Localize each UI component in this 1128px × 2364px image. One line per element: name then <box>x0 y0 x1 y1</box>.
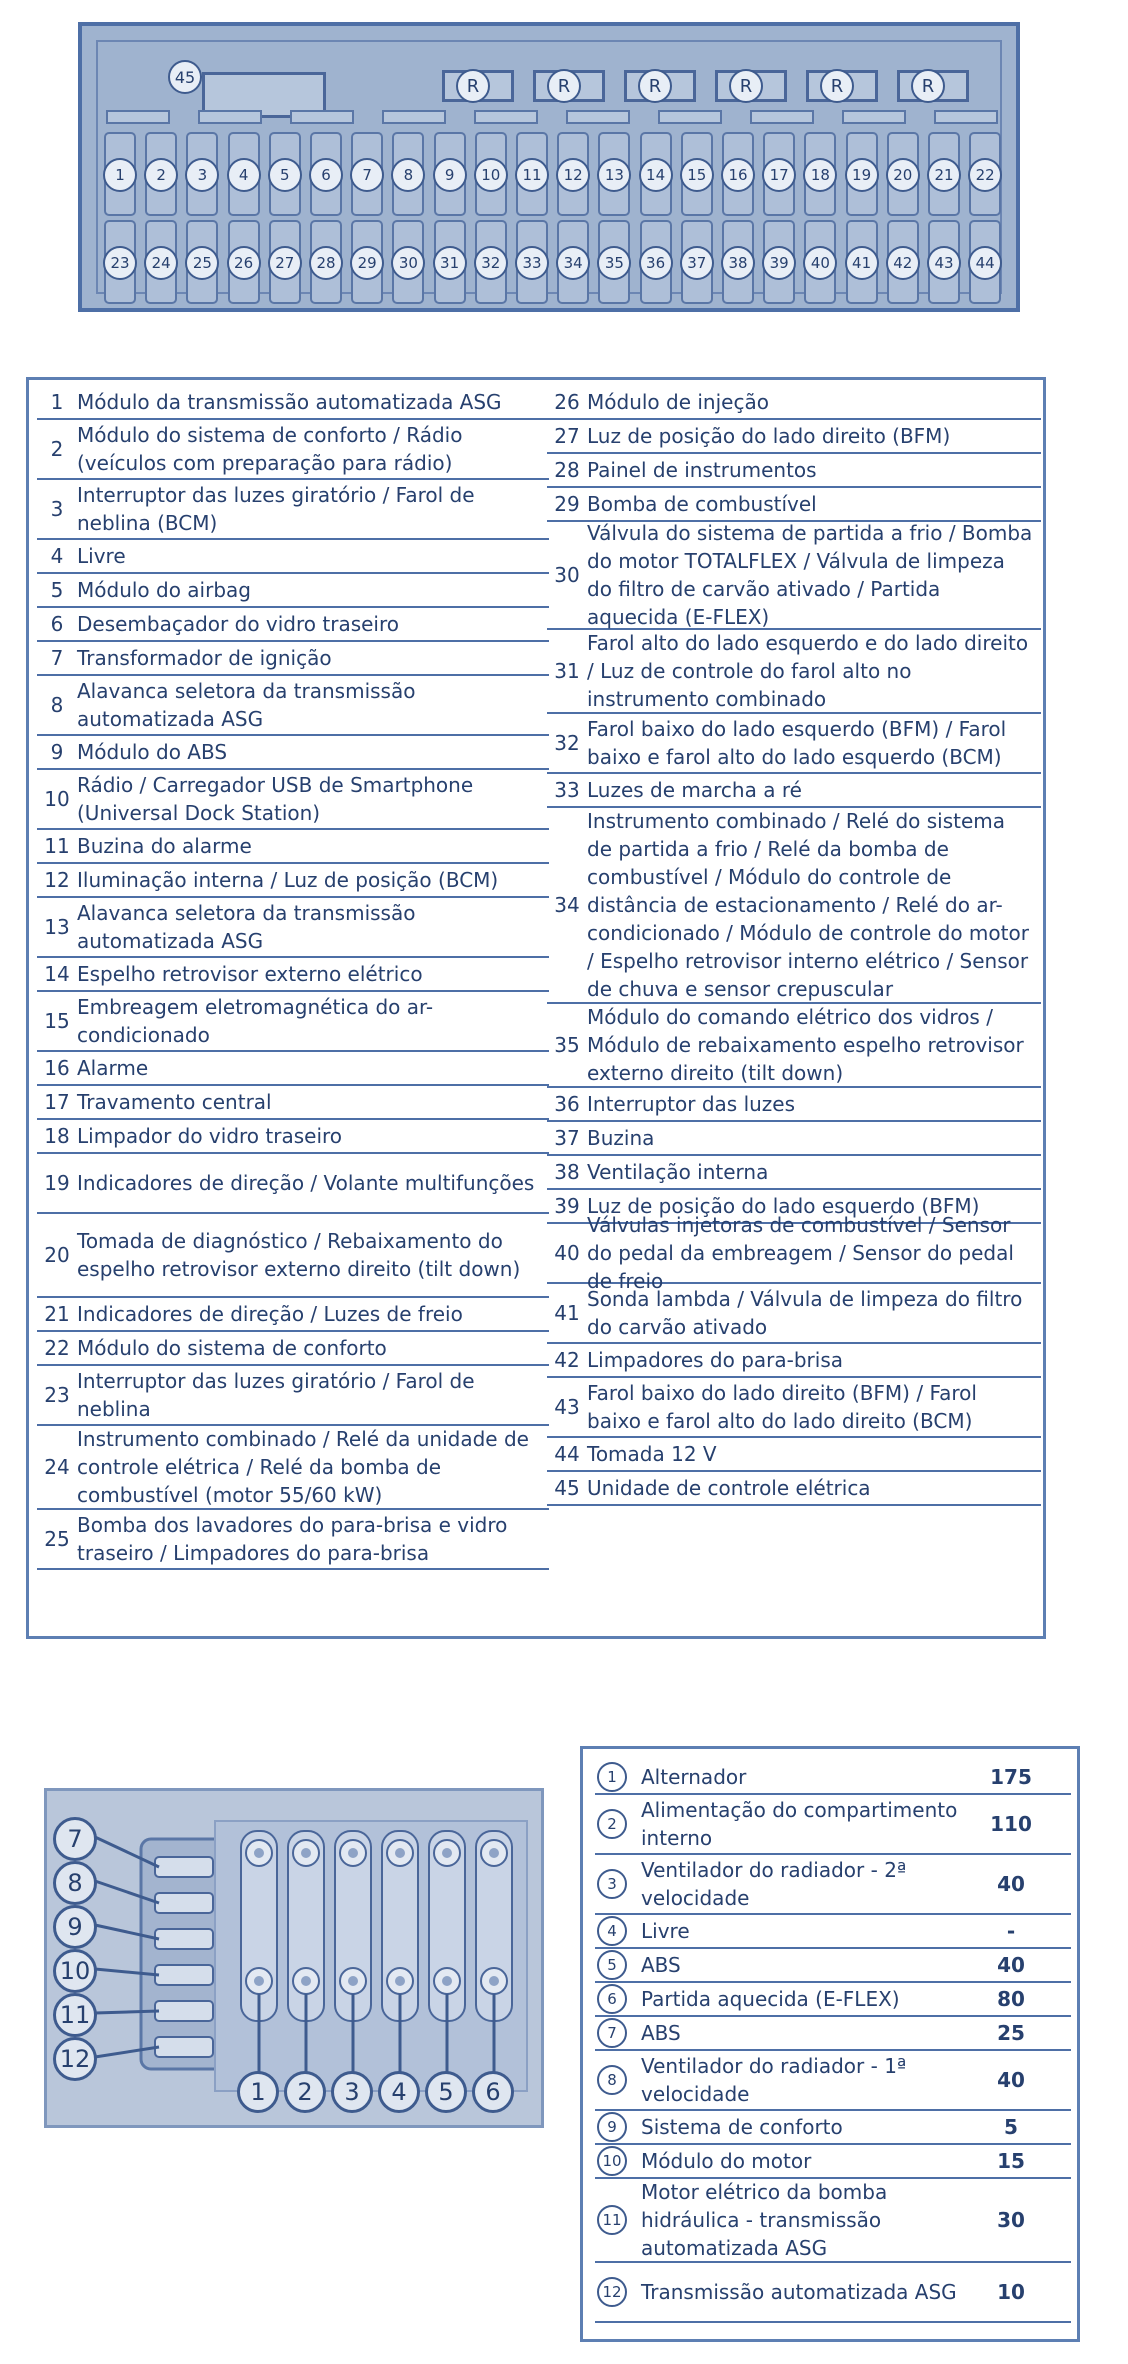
legend-description: Válvulas injetoras de combustível / Sensor do pedal da embreagem / Sensor do pedal de freio <box>587 1213 1014 1293</box>
legend-number: 42 <box>554 1348 580 1372</box>
legend-description: Iluminação interna / Luz de posição (BCM) <box>77 868 499 892</box>
legend-number: 17 <box>44 1090 70 1114</box>
legend-row-16 <box>37 1052 549 1086</box>
legend-number: 28 <box>554 458 580 482</box>
legend-description: Tomada 12 V <box>587 1442 717 1466</box>
legend-description: Sonda lambda / Válvula de limpeza do filtro do carvão ativado <box>587 1287 1023 1339</box>
legend-row-31 <box>547 630 1041 714</box>
amp-rating: 40 <box>997 1872 1025 1896</box>
amp-fuse-description: Alternador <box>641 1765 747 1789</box>
fuse-number-22: 22 <box>968 158 1002 192</box>
legend-row-21 <box>37 1298 549 1332</box>
legend-number: 19 <box>44 1171 70 1195</box>
legend-description: Transformador de ignição <box>77 646 332 670</box>
fuse-row-separator <box>658 110 722 124</box>
amp-fuse-number: 4 <box>597 1916 627 1946</box>
legend-description: Rádio / Carregador USB de Smartphone (Universal Dock Station) <box>77 773 474 825</box>
legend-number: 12 <box>44 868 70 892</box>
large-fuse <box>476 1831 512 2021</box>
amp-rating: 10 <box>997 2280 1025 2304</box>
legend-description: Interruptor das luzes giratório / Farol de neblina (BCM) <box>77 483 475 535</box>
fuse-legend-table <box>26 377 1046 1639</box>
legend-row-26 <box>547 386 1041 420</box>
large-fuse <box>429 1831 465 2021</box>
fuse-number-18: 18 <box>803 158 837 192</box>
legend-row-34 <box>547 808 1041 1004</box>
fuse-number-17: 17 <box>762 158 796 192</box>
legend-number: 33 <box>554 778 580 802</box>
amp-fuse-description: Módulo do motor <box>641 2149 812 2173</box>
amp-fuse-number: 10 <box>597 2146 627 2176</box>
amp-fuse-description: Motor elétrico da bomba hidráulica - transmissão automatizada ASG <box>641 2180 888 2260</box>
legend-description: Módulo do airbag <box>77 578 251 602</box>
legend-number: 10 <box>44 787 70 811</box>
legend-description: Indicadores de direção / Volante multifunções <box>77 1171 535 1195</box>
legend-number: 7 <box>50 646 64 670</box>
legend-number: 29 <box>554 492 580 516</box>
amp-fuse-number: 8 <box>597 2065 627 2095</box>
legend-number: 26 <box>554 390 580 414</box>
legend-row-15 <box>37 992 549 1052</box>
large-fuse <box>288 1831 324 2021</box>
fuse-number-21: 21 <box>927 158 961 192</box>
legend-description: Limpador do vidro traseiro <box>77 1124 343 1148</box>
fuse-row-separator <box>934 110 998 124</box>
legend-description: Módulo do comando elétrico dos vidros / Módulo de rebaixamento espelho retrovisor externo direito (tilt down) <box>587 1005 1024 1085</box>
fuse-number-34: 34 <box>556 246 590 280</box>
diagram-label-4: 4 <box>378 2071 420 2113</box>
relay-label: R <box>456 69 490 103</box>
legend-number: 1 <box>50 390 64 414</box>
fuse-number-30: 30 <box>391 246 425 280</box>
fuse-row-separator <box>290 110 354 124</box>
fuse-number-24: 24 <box>144 246 178 280</box>
engine-fuse-box-diagram <box>44 1788 544 2128</box>
amp-row-12 <box>595 2263 1071 2323</box>
fuse-number-1: 1 <box>103 158 137 192</box>
legend-row-7 <box>37 642 549 676</box>
fuse-row-separator <box>474 110 538 124</box>
amp-rating: 15 <box>997 2149 1025 2173</box>
legend-number: 22 <box>44 1336 70 1360</box>
fuse-number-32: 32 <box>474 246 508 280</box>
fuse-number-38: 38 <box>721 246 755 280</box>
fuse-number-6: 6 <box>309 158 343 192</box>
legend-row-4 <box>37 540 549 574</box>
fuse-number-4: 4 <box>227 158 261 192</box>
amp-rating: 40 <box>997 2068 1025 2092</box>
fuse-number-33: 33 <box>515 246 549 280</box>
amp-fuse-number: 11 <box>597 2205 627 2235</box>
amp-fuse-number: 12 <box>597 2277 627 2307</box>
fuse-number-15: 15 <box>680 158 714 192</box>
fuse-number-44: 44 <box>968 246 1002 280</box>
fuse-number-9: 9 <box>433 158 467 192</box>
legend-number: 21 <box>44 1302 70 1326</box>
legend-description: Alavanca seletora da transmissão automatizada ASG <box>77 679 416 731</box>
diagram-label-5: 5 <box>425 2071 467 2113</box>
legend-description: Instrumento combinado / Relé da unidade de controle elétrica / Relé da bomba de combustível (motor 55/60 kW) <box>77 1427 529 1507</box>
amp-fuse-description: ABS <box>641 2021 681 2045</box>
amp-rating: - <box>1006 1919 1016 1943</box>
amp-fuse-description: Alimentação do compartimento interno <box>641 1798 958 1850</box>
legend-row-8 <box>37 676 549 736</box>
legend-number: 11 <box>44 834 70 858</box>
fuse-number-12: 12 <box>556 158 590 192</box>
legend-description: Válvula do sistema de partida a frio / Bomba do motor TOTALFLEX / Válvula de limpeza do filtro de carvão ativado / Partida aquecida (E-FLEX) <box>587 521 1033 629</box>
legend-number: 36 <box>554 1092 580 1116</box>
legend-row-29 <box>547 488 1041 522</box>
relay-label: R <box>729 69 763 103</box>
fuse-number-2: 2 <box>144 158 178 192</box>
legend-description: Tomada de diagnóstico / Rebaixamento do espelho retrovisor externo direito (tilt down) <box>77 1229 521 1281</box>
legend-number: 37 <box>554 1126 580 1150</box>
legend-row-24 <box>37 1426 549 1510</box>
legend-number: 4 <box>50 544 64 568</box>
legend-description: Farol alto do lado esquerdo e do lado direito / Luz de controle do farol alto no instrumento combinado <box>587 631 1029 711</box>
legend-description: Módulo do ABS <box>77 740 228 764</box>
amp-row-5 <box>595 1949 1071 1983</box>
legend-row-30 <box>547 522 1041 630</box>
legend-number: 16 <box>44 1056 70 1080</box>
legend-description: Farol baixo do lado direito (BFM) / Farol baixo e farol alto do lado direito (BCM) <box>587 1381 977 1433</box>
fuse-number-37: 37 <box>680 246 714 280</box>
amp-fuse-description: Livre <box>641 1919 690 1943</box>
legend-number: 14 <box>44 962 70 986</box>
amp-fuse-description: Ventilador do radiador - 2ª velocidade <box>641 1858 907 1910</box>
fuse-number-3: 3 <box>185 158 219 192</box>
legend-row-11 <box>37 830 549 864</box>
amp-fuse-description: Ventilador do radiador - 1ª velocidade <box>641 2054 907 2106</box>
amperage-table <box>580 1746 1080 2342</box>
fuse-row-separator <box>198 110 262 124</box>
amp-fuse-number: 3 <box>597 1869 627 1899</box>
legend-description: Espelho retrovisor externo elétrico <box>77 962 423 986</box>
fuse-number-29: 29 <box>350 246 384 280</box>
amp-fuse-description: Transmissão automatizada ASG <box>641 2280 957 2304</box>
legend-row-22 <box>37 1332 549 1366</box>
fuse-row-separator <box>382 110 446 124</box>
relay-label: R <box>638 69 672 103</box>
legend-row-18 <box>37 1120 549 1154</box>
fuse-number-26: 26 <box>227 246 261 280</box>
legend-number: 41 <box>554 1301 580 1325</box>
legend-row-6 <box>37 608 549 642</box>
large-fuse <box>241 1831 277 2021</box>
relay-label: R <box>911 69 945 103</box>
legend-number: 8 <box>50 693 64 717</box>
fuse-number-41: 41 <box>845 246 879 280</box>
legend-number: 44 <box>554 1442 580 1466</box>
legend-description: Módulo do sistema de conforto <box>77 1336 387 1360</box>
legend-number: 32 <box>554 731 580 755</box>
legend-description: Indicadores de direção / Luzes de freio <box>77 1302 463 1326</box>
legend-row-17 <box>37 1086 549 1120</box>
legend-number: 39 <box>554 1194 580 1218</box>
fuse-row-separator <box>750 110 814 124</box>
legend-row-36 <box>547 1088 1041 1122</box>
fuse-box-diagram <box>78 22 1020 312</box>
legend-number: 38 <box>554 1160 580 1184</box>
legend-description: Livre <box>77 544 126 568</box>
legend-row-5 <box>37 574 549 608</box>
amp-rating: 30 <box>997 2208 1025 2232</box>
legend-row-14 <box>37 958 549 992</box>
legend-row-32 <box>547 714 1041 774</box>
legend-row-9 <box>37 736 549 770</box>
legend-number: 34 <box>554 893 580 917</box>
legend-row-35 <box>547 1004 1041 1088</box>
legend-row-1 <box>37 386 549 420</box>
amp-row-11 <box>595 2179 1071 2263</box>
legend-description: Buzina do alarme <box>77 834 252 858</box>
legend-number: 5 <box>50 578 64 602</box>
legend-description: Farol baixo do lado esquerdo (BFM) / Farol baixo e farol alto do lado esquerdo (BCM) <box>587 717 1007 769</box>
fuse-number-7: 7 <box>350 158 384 192</box>
legend-number: 18 <box>44 1124 70 1148</box>
fuse-number-19: 19 <box>845 158 879 192</box>
amp-row-3 <box>595 1855 1071 1915</box>
fuse-number-39: 39 <box>762 246 796 280</box>
amp-rating: 175 <box>990 1765 1032 1789</box>
amp-fuse-number: 5 <box>597 1950 627 1980</box>
legend-number: 40 <box>554 1241 580 1265</box>
fuse-number-28: 28 <box>309 246 343 280</box>
amp-row-4 <box>595 1915 1071 1949</box>
legend-description: Interruptor das luzes <box>587 1092 796 1116</box>
fuse-number-11: 11 <box>515 158 549 192</box>
large-fuse <box>335 1831 371 2021</box>
diagram-label-1: 1 <box>237 2071 279 2113</box>
legend-row-3 <box>37 480 549 540</box>
diagram-label-12: 12 <box>53 2037 97 2081</box>
legend-row-37 <box>547 1122 1041 1156</box>
fuse-row-separator <box>842 110 906 124</box>
relay-label: R <box>820 69 854 103</box>
small-fuse <box>155 1965 213 1985</box>
amp-row-2 <box>595 1795 1071 1855</box>
legend-row-19 <box>37 1154 549 1214</box>
fuse-number-36: 36 <box>639 246 673 280</box>
legend-number: 3 <box>50 497 64 521</box>
legend-description: Instrumento combinado / Relé do sistema de partida a frio / Relé da bomba de combustível / Módulo do controle de distância de estacionamento / Relé do ar-condicionado / Módulo de controle do motor / Espelho retrovisor interno elétrico / Sensor de chuva e sensor crepuscular <box>587 809 1029 1001</box>
legend-number: 6 <box>50 612 64 636</box>
legend-description: Luz de posição do lado direito (BFM) <box>587 424 951 448</box>
fuse-number-43: 43 <box>927 246 961 280</box>
amp-fuse-number: 7 <box>597 2018 627 2048</box>
legend-number: 43 <box>554 1395 580 1419</box>
fuse-45-label: 45 <box>168 60 202 94</box>
legend-number: 20 <box>44 1243 70 1267</box>
legend-number: 9 <box>50 740 64 764</box>
amp-fuse-description: ABS <box>641 1953 681 1977</box>
legend-row-41 <box>547 1284 1041 1344</box>
fuse-number-20: 20 <box>886 158 920 192</box>
legend-description: Interruptor das luzes giratório / Farol de neblina <box>77 1369 475 1421</box>
legend-description: Luzes de marcha a ré <box>587 778 802 802</box>
legend-description: Buzina <box>587 1126 655 1150</box>
legend-number: 15 <box>44 1009 70 1033</box>
amp-row-10 <box>595 2145 1071 2179</box>
legend-description: Luz de posição do lado esquerdo (BFM) <box>587 1194 980 1218</box>
legend-number: 13 <box>44 915 70 939</box>
diagram-label-3: 3 <box>331 2071 373 2113</box>
diagram-label-10: 10 <box>53 1949 97 1993</box>
legend-description: Alarme <box>77 1056 149 1080</box>
small-fuse <box>155 1929 213 1949</box>
amp-fuse-number: 1 <box>597 1762 627 1792</box>
legend-description: Painel de instrumentos <box>587 458 817 482</box>
fuse-row-separator <box>566 110 630 124</box>
legend-number: 35 <box>554 1033 580 1057</box>
legend-description: Unidade de controle elétrica <box>587 1476 871 1500</box>
small-fuse <box>155 1893 213 1913</box>
legend-description: Módulo do sistema de conforto / Rádio (veículos com preparação para rádio) <box>77 423 463 475</box>
relay-label: R <box>547 69 581 103</box>
amp-rating: 40 <box>997 1953 1025 1977</box>
legend-description: Travamento central <box>77 1090 272 1114</box>
fuse-number-25: 25 <box>185 246 219 280</box>
amp-fuse-number: 9 <box>597 2112 627 2142</box>
small-fuse <box>155 2037 213 2057</box>
amp-row-7 <box>595 2017 1071 2051</box>
amp-row-9 <box>595 2111 1071 2145</box>
fuse-row-separator <box>106 110 170 124</box>
large-fuse <box>382 1831 418 2021</box>
legend-row-44 <box>547 1438 1041 1472</box>
legend-row-40 <box>547 1213 1041 1293</box>
fuse-number-13: 13 <box>597 158 631 192</box>
amp-rating: 5 <box>1004 2115 1018 2139</box>
legend-number: 25 <box>44 1527 70 1551</box>
legend-number: 23 <box>44 1383 70 1407</box>
legend-row-38 <box>547 1156 1041 1190</box>
fuse-number-35: 35 <box>597 246 631 280</box>
legend-description: Limpadores do para-brisa <box>587 1348 844 1372</box>
diagram-label-6: 6 <box>472 2071 514 2113</box>
fuse-number-14: 14 <box>639 158 673 192</box>
legend-description: Ventilação interna <box>587 1160 769 1184</box>
fuse-number-27: 27 <box>268 246 302 280</box>
legend-row-13 <box>37 898 549 958</box>
fuse-number-8: 8 <box>391 158 425 192</box>
legend-number: 31 <box>554 659 580 683</box>
fuse-number-5: 5 <box>268 158 302 192</box>
legend-row-10 <box>37 770 549 830</box>
legend-row-42 <box>547 1344 1041 1378</box>
fuse-number-23: 23 <box>103 246 137 280</box>
legend-row-27 <box>547 420 1041 454</box>
legend-row-20 <box>37 1214 549 1298</box>
fuse-number-40: 40 <box>803 246 837 280</box>
legend-row-12 <box>37 864 549 898</box>
amp-rating: 110 <box>990 1812 1032 1836</box>
legend-row-45 <box>547 1472 1041 1506</box>
legend-description: Embreagem eletromagnética do ar-condicionado <box>77 995 434 1047</box>
amp-fuse-description: Partida aquecida (E-FLEX) <box>641 1987 900 2011</box>
legend-description: Bomba dos lavadores do para-brisa e vidro traseiro / Limpadores do para-brisa <box>77 1513 508 1565</box>
legend-row-33 <box>547 774 1041 808</box>
legend-description: Desembaçador do vidro traseiro <box>77 612 400 636</box>
legend-number: 45 <box>554 1476 580 1500</box>
legend-row-25 <box>37 1510 549 1570</box>
diagram-label-2: 2 <box>284 2071 326 2113</box>
legend-description: Bomba de combustível <box>587 492 817 516</box>
legend-number: 30 <box>554 563 580 587</box>
amp-fuse-description: Sistema de conforto <box>641 2115 843 2139</box>
amp-row-1 <box>595 1761 1071 1795</box>
legend-number: 27 <box>554 424 580 448</box>
amp-fuse-number: 2 <box>597 1809 627 1839</box>
legend-row-28 <box>547 454 1041 488</box>
fuse-number-10: 10 <box>474 158 508 192</box>
amp-rating: 80 <box>997 1987 1025 2011</box>
diagram-label-7: 7 <box>53 1817 97 1861</box>
amp-row-6 <box>595 1983 1071 2017</box>
fuse-number-42: 42 <box>886 246 920 280</box>
fuse-number-16: 16 <box>721 158 755 192</box>
fuse-number-31: 31 <box>433 246 467 280</box>
legend-description: Alavanca seletora da transmissão automatizada ASG <box>77 901 416 953</box>
legend-description: Módulo de injeção <box>587 390 769 414</box>
legend-number: 2 <box>50 437 64 461</box>
legend-description: Módulo da transmissão automatizada ASG <box>77 390 502 414</box>
amp-rating: 25 <box>997 2021 1025 2045</box>
legend-row-2 <box>37 420 549 480</box>
small-fuse <box>155 1857 213 1877</box>
diagram-label-9: 9 <box>53 1905 97 1949</box>
legend-number: 24 <box>44 1455 70 1479</box>
amp-fuse-number: 6 <box>597 1984 627 2014</box>
diagram-label-8: 8 <box>53 1861 97 1905</box>
small-fuse <box>155 2001 213 2021</box>
legend-row-43 <box>547 1378 1041 1438</box>
diagram-label-11: 11 <box>53 1993 97 2037</box>
legend-row-23 <box>37 1366 549 1426</box>
amp-row-8 <box>595 2051 1071 2111</box>
